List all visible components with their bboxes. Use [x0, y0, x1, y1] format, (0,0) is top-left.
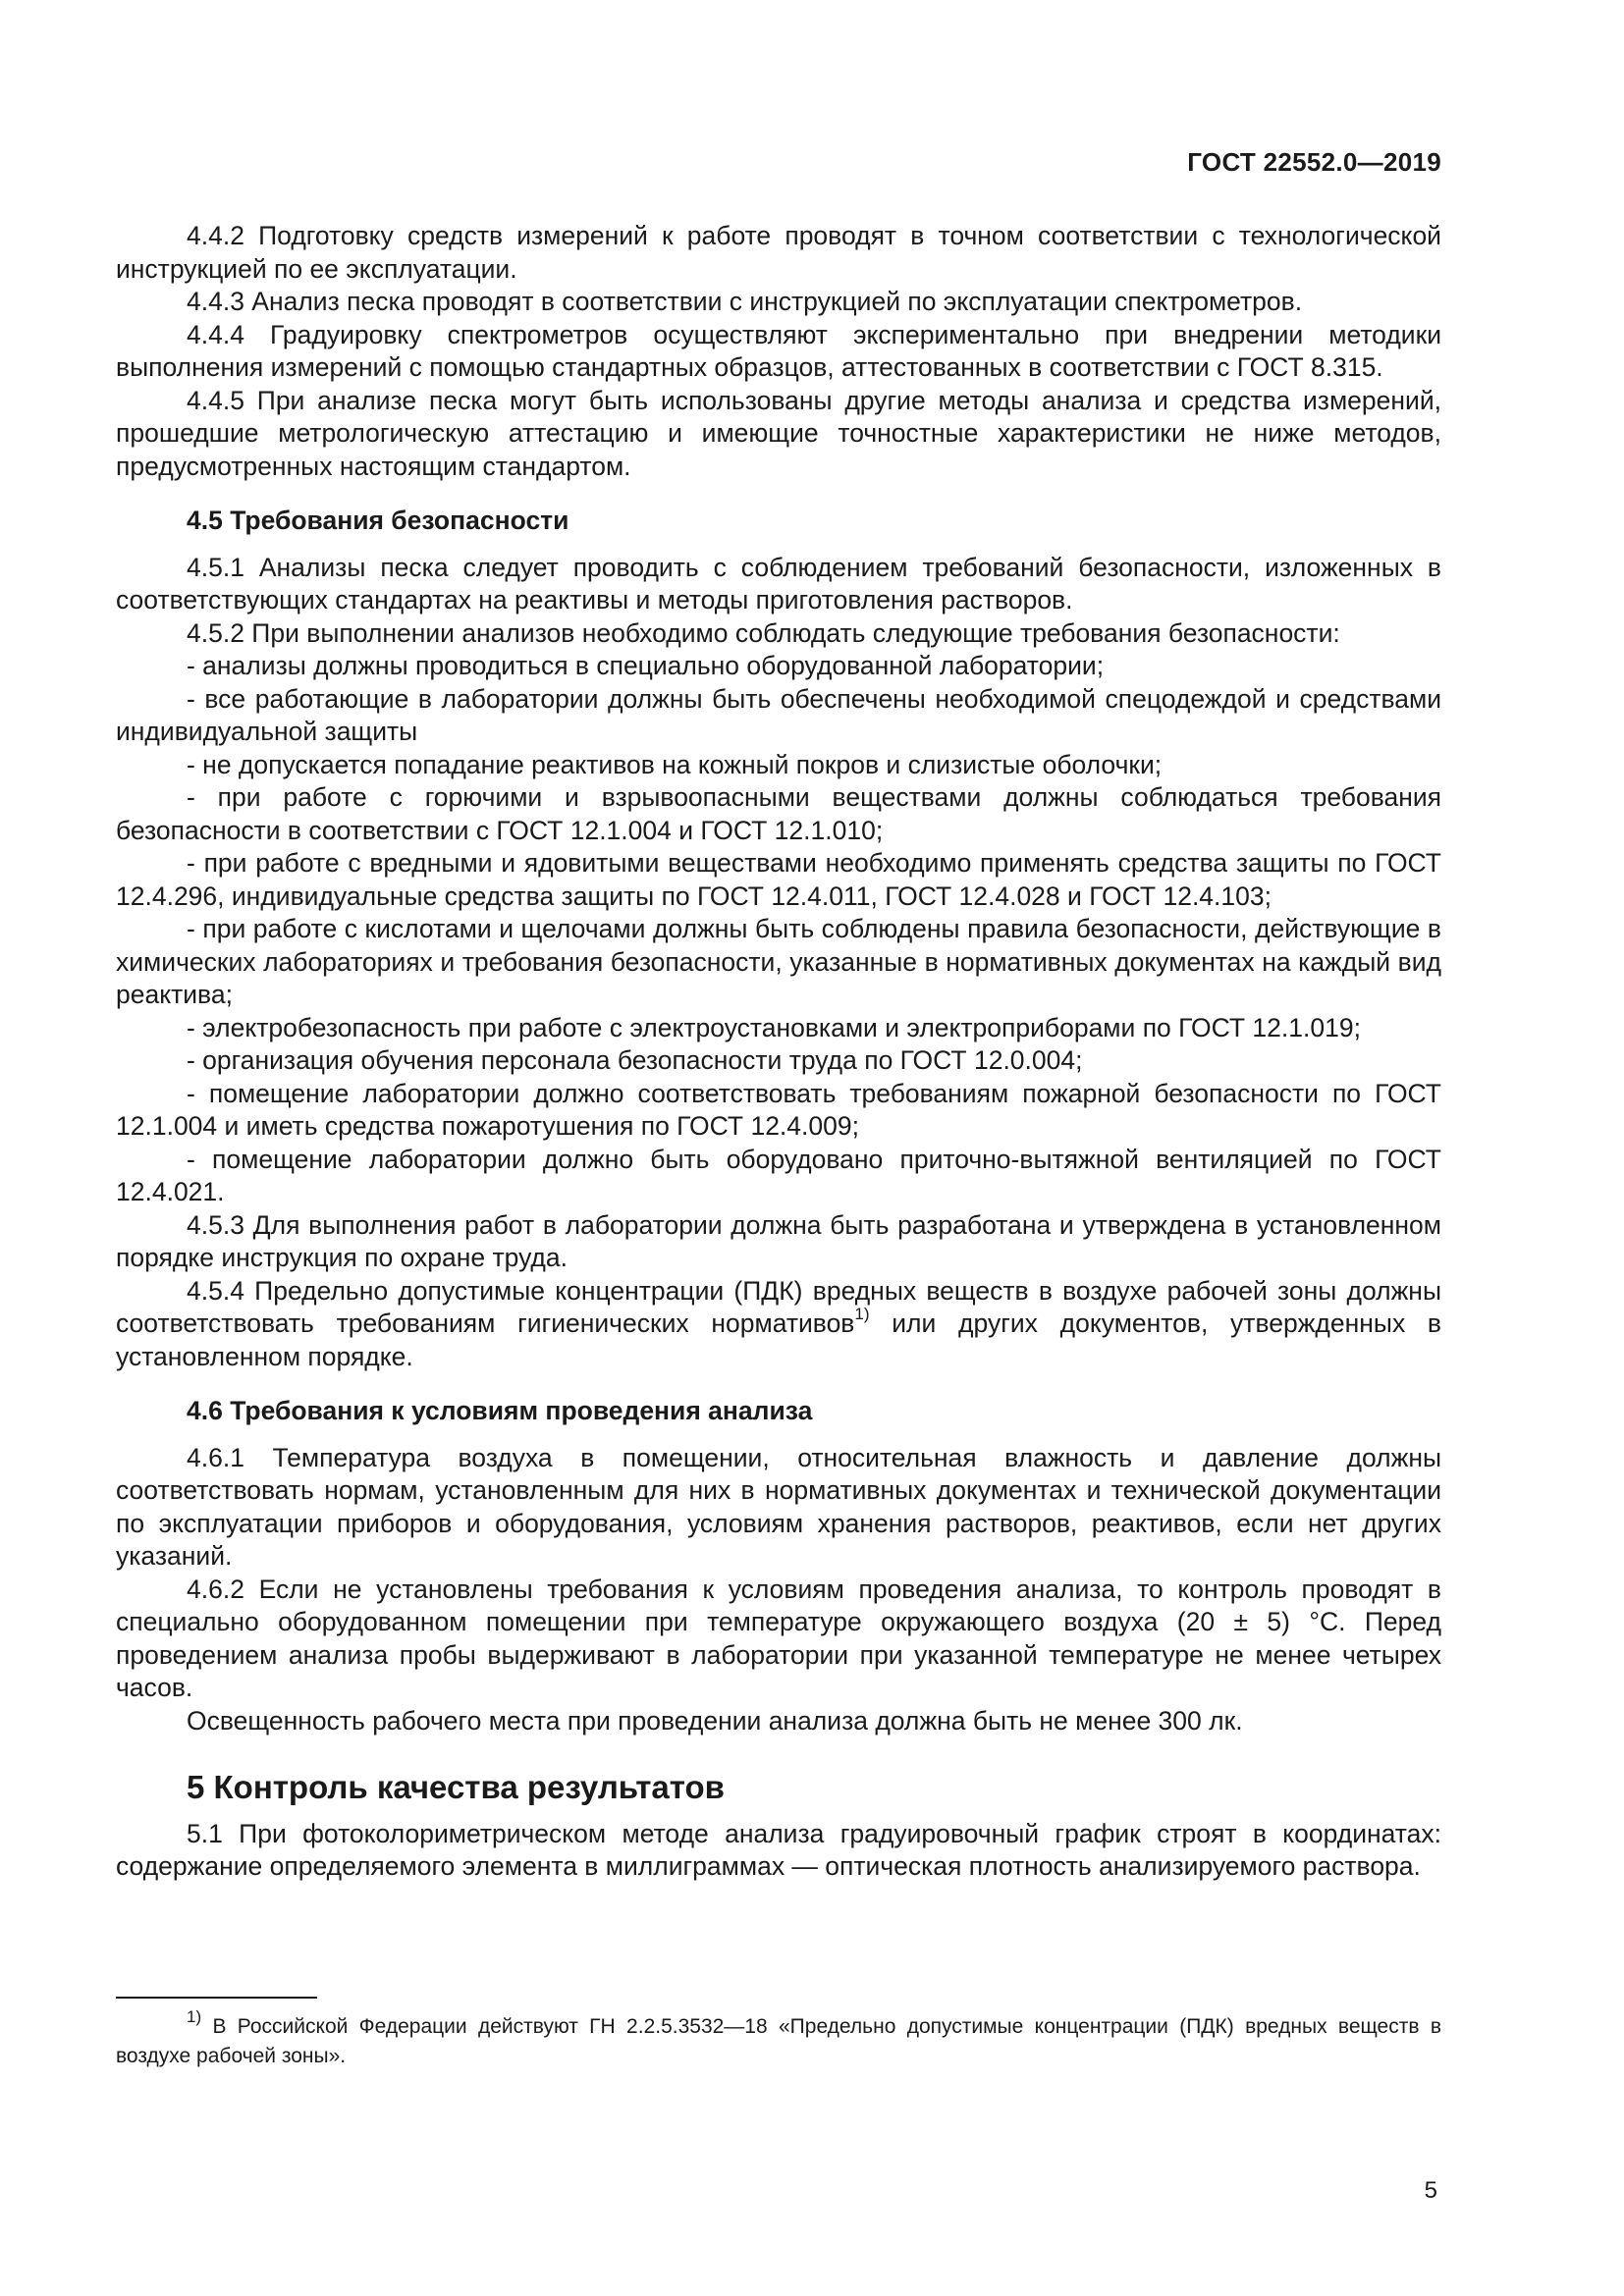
safety-list-item: - при работе с кислотами и щелочами должны быть соблюдены правила безопасности, действующие в химических лабораториях и требования безопасности, указанные в нормативных документах на каждый вид реактива; [116, 914, 1441, 1009]
paragraph-4-4-3: 4.4.3 Анализ песка проводят в соответствии с инструкцией по эксплуатации спектрометров. [187, 287, 1303, 316]
standard-code-header: ГОСТ 22552.0—2019 [1187, 147, 1441, 177]
paragraph-4-5-4-text-end: или других документов, утвержденных в установленном порядке. [116, 1308, 1442, 1371]
safety-list-item: - помещение лаборатории должно соответствовать требованиям пожарной безопасности по ГОСТ 12.1.004 и иметь средства пожаротушения по ГОСТ 12.4.009; [116, 1078, 1441, 1141]
paragraph-5-1: 5.1 При фотоколориметрическом методе анализа градуировочный график строят в координатах: содержание определяемого элемента в миллиграммах — оптическая плотность анализируемого раствора. [116, 1818, 1441, 1881]
safety-list-item: - при работе с горючими и взрывоопасными веществами должны соблюдаться требования безопасности в соответствии с ГОСТ 12.1.004 и ГОСТ 12.1.010; [116, 782, 1441, 845]
footnote-text [116, 2007, 1441, 2071]
paragraph-4-4-4: 4.4.4 Градуировку спектрометров осуществляют экспериментально при внедрении методики выполнения измерений с помощью стандартных образцов, аттестованных в соответствии с ГОСТ 8.315. [116, 319, 1441, 382]
footnote [116, 2007, 1441, 2071]
footnote-divider [116, 1997, 317, 1999]
safety-list-item: - электробезопасность при работе с электроустановками и электроприборами по ГОСТ 12.1.019; [187, 1012, 1361, 1042]
paragraph-4-4-5: 4.4.5 При анализе песка могут быть использованы другие методы анализа и средства измерений, прошедшие метрологическую аттестацию и имеющие точностные характеристики не ниже методов, предусмотренных настоящим стандартом. [116, 385, 1441, 481]
safety-list-item: - все работающие в лаборатории должны быть обеспечены необходимой спецодеждой и средствами индивидуальной защиты [116, 683, 1441, 746]
paragraph-4-6-1: 4.6.1 Температура воздуха в помещении, относительная влажность и давление должны соответствовать нормам, установленным для них в нормативных документах и технической документации по эксплуатации приборов и оборудования, условиям хранения растворов, реактивов, если нет других указаний. [116, 1442, 1441, 1571]
section-heading-5: 5 Контроль качества результатов [187, 1769, 725, 1805]
paragraph-4-5-4-text: 4.5.4 Предельно допустимые концентрации (ПДК) вредных веществ в воздухе рабочей зоны должны соответствовать требованиям гигиенических нормативов [116, 1275, 1441, 1338]
footnote-reference[interactable]: 1) [854, 1305, 870, 1324]
paragraph-4-4-2: 4.4.2 Подготовку средств измерений к работе проводят в точном соответствии с технологической инструкцией по ее эксплуатации. [116, 221, 1441, 284]
paragraph-4-5-1: 4.5.1 Анализы песка следует проводить с соблюдением требований безопасности, изложенных в соответствующих стандартах на реактивы и методы приготовления растворов. [116, 552, 1441, 614]
safety-list-item: - при работе с вредными и ядовитыми веществами необходимо применять средства защиты по ГОСТ 12.4.296, индивидуальные средства защиты по ГОСТ 12.4.011, ГОСТ 12.4.028 и ГОСТ 12.4.103; [116, 848, 1441, 911]
section-heading-4-6: 4.6 Требования к условиям проведения анализа [187, 1396, 813, 1425]
safety-list-item: - помещение лаборатории должно быть оборудовано приточно-вытяжной вентиляцией по ГОСТ 12.4.021. [116, 1144, 1441, 1206]
safety-list-item: - анализы должны проводиться в специально оборудованной лаборатории; [187, 651, 1105, 680]
paragraph-lighting: Освещенность рабочего места при проведении анализа должна быть не менее 300 лк. [187, 1705, 1243, 1735]
section-heading-4-5: 4.5 Требования безопасности [187, 506, 569, 535]
page-number: 5 [1424, 2177, 1437, 2204]
footnote-body: В Российской Федерации действуют ГН 2.2.5.3532—18 «Предельно допустимые концентрации (ПДК) вредных веществ в воздухе рабочей зоны». [116, 2015, 1441, 2067]
safety-list-item: - организация обучения персонала безопасности труда по ГОСТ 12.0.004; [187, 1045, 1083, 1075]
paragraph-4-5-3: 4.5.3 Для выполнения работ в лаборатории должна быть разработана и утверждена в установленном порядке инструкция по охране труда. [116, 1209, 1441, 1272]
footnote-marker: 1) [187, 2007, 202, 2026]
safety-list-item: - не допускается попадание реактивов на кожный покров и слизистые оболочки; [187, 749, 1163, 779]
paragraph-4-5-2: 4.5.2 При выполнении анализов необходимо соблюдать следующие требования безопасности: [187, 617, 1340, 648]
paragraph-4-6-2: 4.6.2 Если не установлены требования к условиям проведения анализа, то контроль проводят в специально оборудованном помещении при температуре окружающего воздуха (20 ± 5) °C. Перед проведением анализа пробы выдерживают в лаборатории при указанной температуре не менее четырех часов. [116, 1574, 1441, 1702]
paragraph-4-5-4 [116, 1275, 1441, 1374]
document-body [116, 220, 1441, 1884]
